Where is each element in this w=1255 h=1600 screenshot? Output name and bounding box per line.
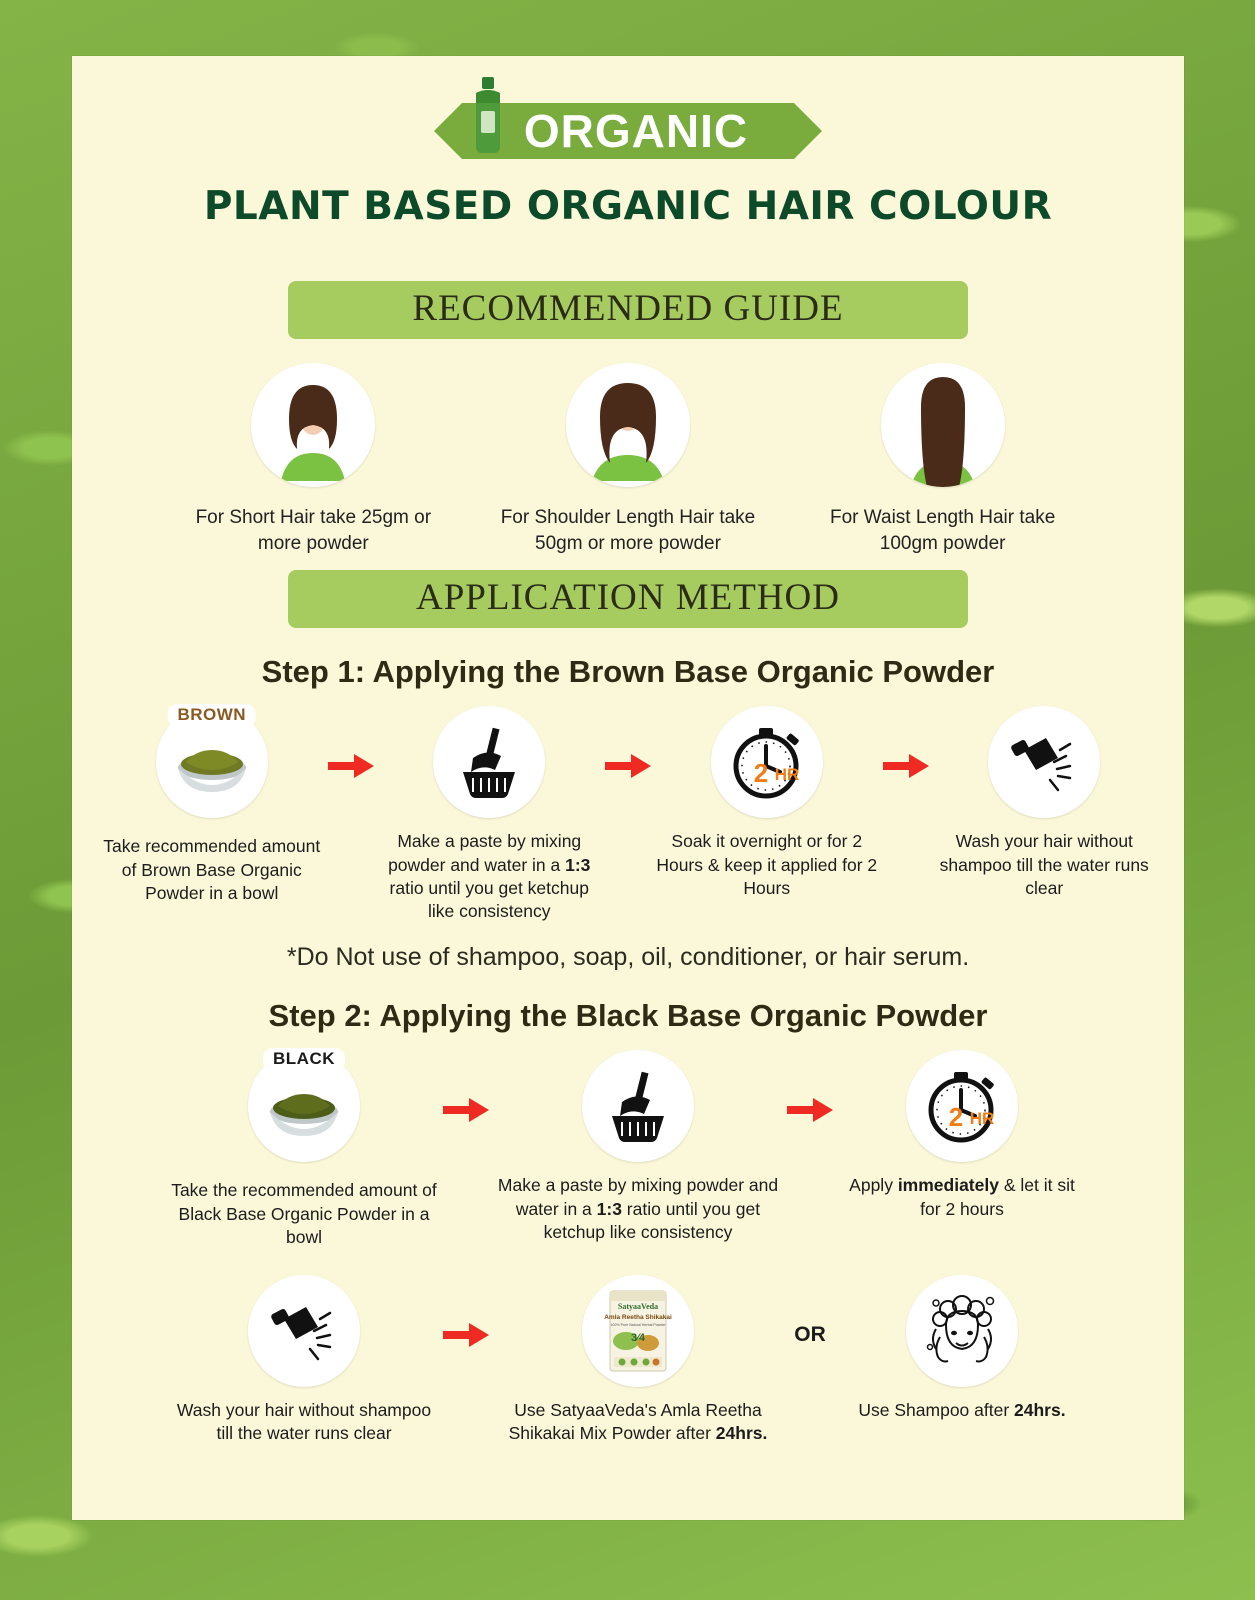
- black-badge: BLACK: [263, 1048, 345, 1071]
- organic-label: ORGANIC: [523, 105, 749, 157]
- guide-caption-short-hair: For Short Hair take 25gm or more powder: [195, 507, 432, 554]
- guide-item-waist-hair: [808, 363, 1078, 556]
- timer-icon: [711, 706, 823, 818]
- arrow-icon: [439, 1050, 493, 1122]
- step1-item-paste: [378, 706, 602, 923]
- infographic-card: [72, 56, 1184, 1520]
- step1-flow: [72, 706, 1184, 923]
- step2-title: Step 2: Applying the Black Base Organic Powder: [268, 998, 988, 1034]
- hair-length-guide: [72, 363, 1184, 556]
- step2-flow-row1: [72, 1050, 1184, 1249]
- step2-item-powder: [169, 1050, 439, 1249]
- short-hair-icon: [251, 363, 375, 487]
- brush-bowl-icon: [582, 1050, 694, 1162]
- amla-reetha-shikakai-pack-icon: [582, 1275, 694, 1387]
- step2-caption-shampoo: Use Shampoo after 24hrs.: [858, 1400, 1066, 1421]
- step2-flow-row2: [72, 1275, 1184, 1446]
- step1-note: *Do Not use of shampoo, soap, oil, conditioner, or hair serum.: [286, 943, 970, 972]
- guide-caption-waist-hair: For Waist Length Hair take 100gm powder: [830, 507, 1056, 554]
- guide-item-shoulder-hair: [493, 363, 763, 556]
- svg-text:100% Pure Natural Herbal Powde: 100% Pure Natural Herbal Powder: [610, 1323, 666, 1328]
- shower-head-icon: [248, 1275, 360, 1387]
- organic-header: [72, 94, 1184, 168]
- step1-caption-soak: Soak it overnight or for 2 Hours & keep it applied for 2 Hours: [656, 831, 878, 898]
- step2-item-shampoo: [837, 1275, 1087, 1422]
- arrow-icon: [439, 1275, 493, 1347]
- step2-item-amla-pack: [493, 1275, 783, 1446]
- shower-head-icon: [988, 706, 1100, 818]
- step2-caption-amla: Use SatyaaVeda's Amla Reetha Shikakai Mix Powder after 24hrs.: [508, 1400, 768, 1444]
- svg-text:HR: HR: [774, 765, 800, 785]
- shoulder-length-hair-icon: [566, 363, 690, 487]
- arrow-icon: [324, 706, 378, 778]
- waist-length-hair-icon: [881, 363, 1005, 487]
- step2-item-wash: [169, 1275, 439, 1446]
- application-method-banner: APPLICATION METHOD: [288, 570, 968, 628]
- timer-icon: [906, 1050, 1018, 1162]
- arrow-icon: [879, 706, 933, 778]
- step1-item-wash: [933, 706, 1157, 900]
- page-title: PLANT BASED ORGANIC HAIR COLOUR: [203, 184, 1053, 229]
- step2-caption-apply: Apply immediately & let it sit for 2 hours: [849, 1175, 1075, 1219]
- step1-caption-powder: Take recommended amount of Brown Base Organic Powder in a bowl: [103, 836, 321, 903]
- arrow-icon: [601, 706, 655, 778]
- svg-text:2: 2: [753, 758, 768, 789]
- svg-text:Amla Reetha Shikakai: Amla Reetha Shikakai: [604, 1314, 672, 1322]
- step1-caption-paste: Make a paste by mixing powder and water in a 1:3 ratio until you get ketchup like consistency: [388, 831, 591, 922]
- step1-item-soak: [655, 706, 879, 900]
- step1-title: Step 1: Applying the Brown Base Organic Powder: [261, 654, 995, 690]
- or-label: OR: [794, 1323, 826, 1347]
- shampoo-hair-wash-icon: [906, 1275, 1018, 1387]
- svg-text:3⁄4: 3⁄4: [630, 1332, 646, 1345]
- svg-text:2: 2: [948, 1102, 964, 1133]
- step2-item-apply: [837, 1050, 1087, 1221]
- brown-badge: BROWN: [167, 704, 256, 727]
- brush-bowl-icon: [433, 706, 545, 818]
- step2-caption-powder: Take the recommended amount of Black Base Organic Powder in a bowl: [171, 1180, 437, 1247]
- arrow-icon: [783, 1050, 837, 1122]
- guide-caption-shoulder-hair: For Shoulder Length Hair take 50gm or more powder: [500, 507, 756, 554]
- guide-item-short-hair: [178, 363, 448, 556]
- svg-text:SatyaaVeda: SatyaaVeda: [617, 1302, 659, 1312]
- step2-caption-paste: Make a paste by mixing powder and water in a 1:3 ratio until you get ketchup like consistency: [497, 1175, 779, 1242]
- recommended-guide-banner: RECOMMENDED GUIDE: [288, 281, 968, 339]
- step2-caption-wash: Wash your hair without shampoo till the water runs clear: [176, 1400, 432, 1444]
- step1-caption-wash: Wash your hair without shampoo till the water runs clear: [939, 831, 1149, 898]
- bottle-icon: [470, 77, 506, 155]
- step1-item-powder: [100, 706, 324, 905]
- organic-ribbon: [462, 103, 794, 159]
- step2-item-paste: [493, 1050, 783, 1244]
- svg-text:HR: HR: [969, 1109, 995, 1129]
